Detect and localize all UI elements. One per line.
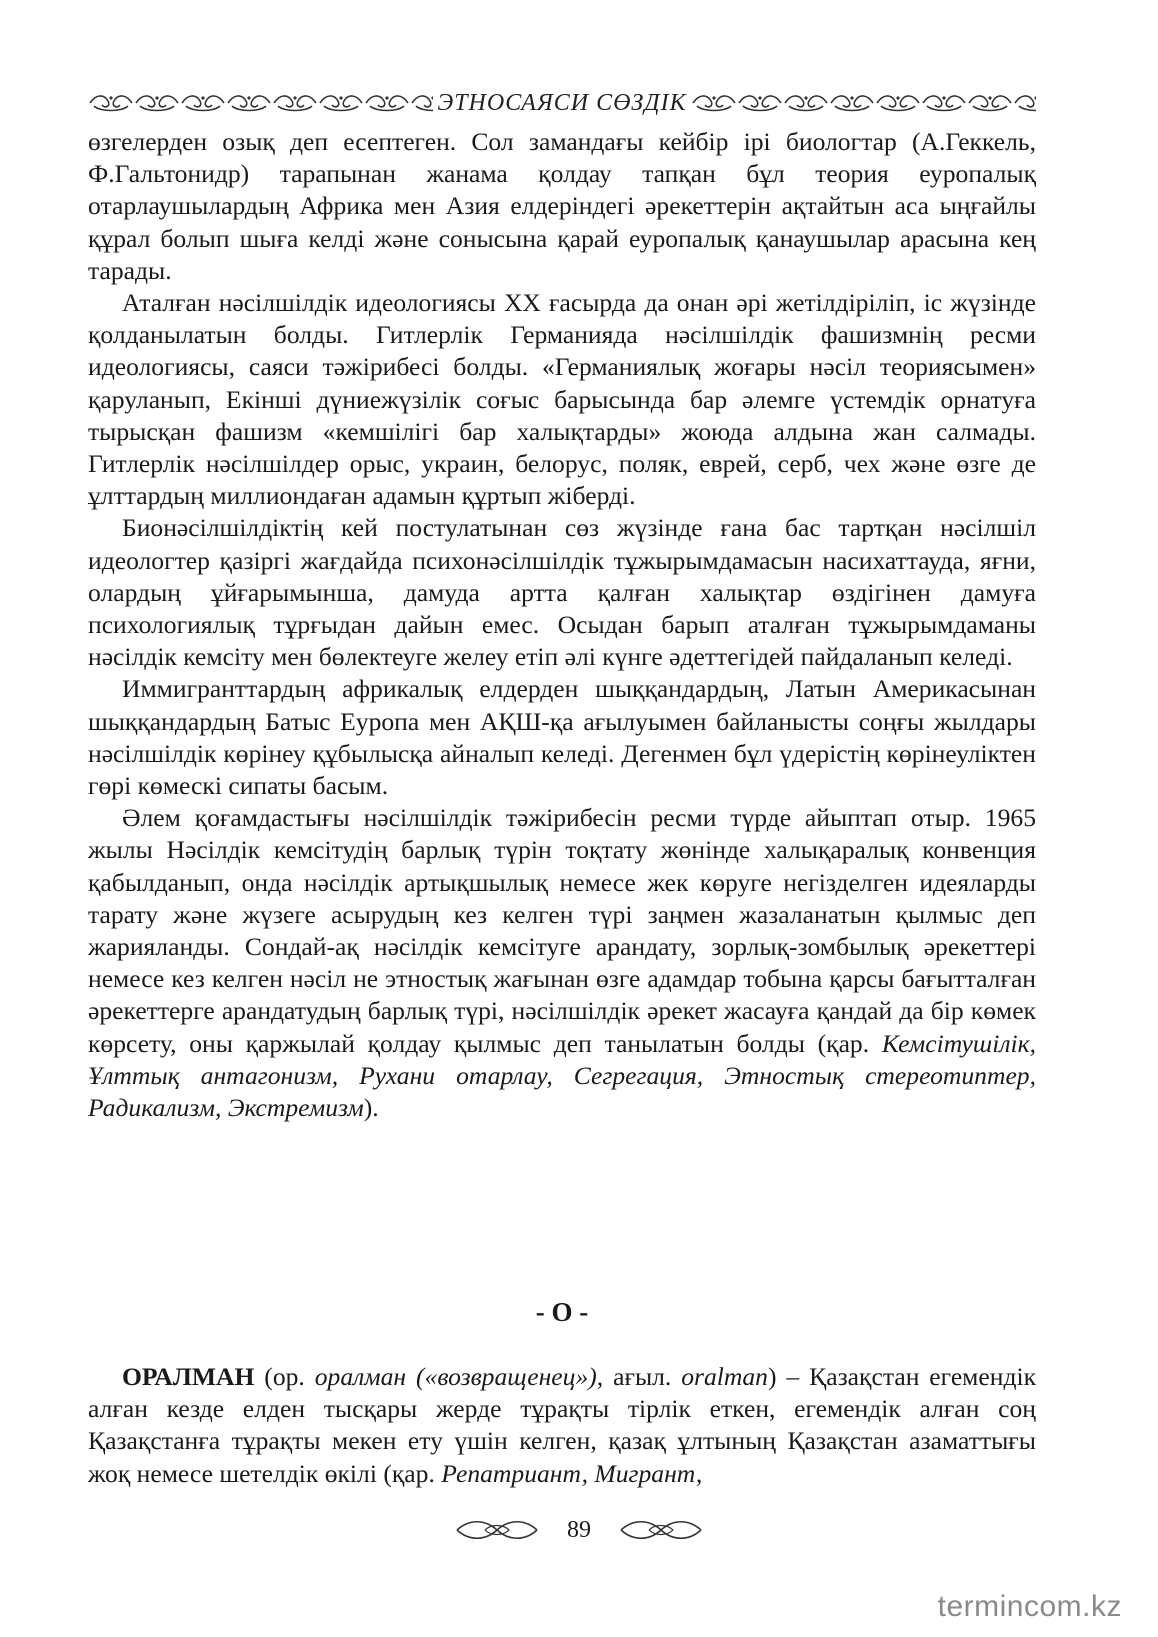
entry-term: ОРАЛМАН [122,1362,255,1391]
cross-references: Кемсітушілік, Ұлттық антагонизм, Рухани отарлау, Сегрегация, Этностық стереотиптер, Радикализм, Экстремизм [88,1028,1036,1123]
page-number: 89 [567,1516,591,1543]
swirl-ornament-icon [619,1517,703,1543]
section-letter: - О - [535,1297,589,1327]
dictionary-entry [88,1361,1036,1490]
paragraph: өзгелерден озық деп есептеген. Сол замандағы кейбір ірі биологтар (А.Геккель, Ф.Гальтонидр) тарапынан жанама қолдау тапқан бұл теория еуропалық отарлаушылардың Африка мен Азия елдеріндегі әрекеттерін ақтайтын аса ыңғайлы құрал болып шыға келді және сонысына қарай еуропалық қанаушылар арасына кең тарады. [88,127,1036,285]
watermark: termincom.kz [937,1590,1122,1623]
russian-equivalent: оралман («возвращенец»), [314,1362,604,1391]
entry-paragraph [88,1361,1036,1490]
entry-text: ағыл. [603,1362,682,1391]
scroll-ornament-icon [88,92,433,114]
paragraph: Бионәсілшілдіктің кей постулатынан сөз жүзінде ғана бас тартқан нәсілшіл идеологтер қазіргі жағдайда психонәсілшілдік тұжырымдамасын насихаттауда, яғни, олардың ұйғарымынша, дамуда артта қалған халықтар өздігінен дамуға психологиялық тұрғыдан дайын емес. Осыдан барып аталған тұжырымдаманы нәсілдік кемсіту мен бөлектеуге желеу етіп әлі күнге әдеттегідей пайдаланып келеді. [88,513,1036,672]
paragraph [88,802,1036,1124]
entry-definition: ) – Қазақстан егемендік алған кезде елден тысқары жерде тұрақты тірлік еткен, егемендік алған соң Қазақстанға тұрақты мекен ету үшін келген, қазақ ұлтының Қазақстан азаматтығы жоқ немесе шетелдік өкілі (қар. [88,1362,1037,1488]
cross-references: Репатриант, Мигрант, [441,1458,703,1488]
page-footer [0,1513,1158,1547]
entry-text: (ор. [254,1362,315,1391]
header-title: ЭТНОСАЯСИ СӨЗДІК [437,89,687,116]
running-header [88,88,1036,118]
paragraph-end: ). [363,1093,379,1123]
english-equivalent: oralman [681,1362,768,1391]
page-body [88,126,1036,1124]
paragraph: Иммигранттардың африкалық елдерден шыққандардың, Латын Америкасынан шыққандардың Батыс Еуропа мен АҚШ-қа ағылуымен байланысты соңғы жылдары нәсілшілдік көрінеу құбылысқа айналып келеді. Дегенмен бұл үдерістің көрінеуліктен гөрі көмескі сипаты басым. [88,674,1036,801]
scroll-ornament-icon [691,92,1036,114]
swirl-ornament-icon [455,1517,539,1543]
paragraph: Аталған нәсілшілдік идеологиясы XX ғасырда да онан әрі жетілдіріліп, іс жүзінде қолданылатын болды. Гитлерлік Германияда нәсілшілдік фашизмнің ресми идеологиясы, саяси тәжірибесі болды. «Германиялық жоғары нәсіл теориясымен» қаруланып, Екінші дүниежүзілік соғыс барысында бар әлемге үстемдік орнатуға тырысқан фашизм «кемшілігі бар халықтарды» жоюда алдына жан салмады. Гитлерлік нәсілшілдер орыс, украин, белорус, поляк, еврей, серб, чех және өзге де ұлттардың миллиондаған адамын құртып жіберді. [88,288,1036,511]
paragraph-text: Әлем қоғамдастығы нәсілшілдік тәжірибесін ресми түрде айыптап отыр. 1965 жылы Нәсілдік кемсітудің барлық түрін тоқтату жөнінде халықаралық конвенция қабылданып, онда нәсілдік артықшылық немесе жек көруге негізделген идеяларды тарату және жүзеге асырудың кез келген түрі заңмен жазаланатын қылмыс деп жарияланды. Сондай-ақ нәсілдік кемсітуге арандату, зорлық-зомбылық әрекеттері немесе кез келген нәсіл не этностық жағынан өзге адамдар тобына қарсы бағытталған әрекеттерге арандатудың барлық түрі, нәсілшілдік әрекет жасауға қандай да бір көмек көрсету, оны қаржылай қолдау қылмыс деп танылатын болды (қар. [88,803,1036,1058]
